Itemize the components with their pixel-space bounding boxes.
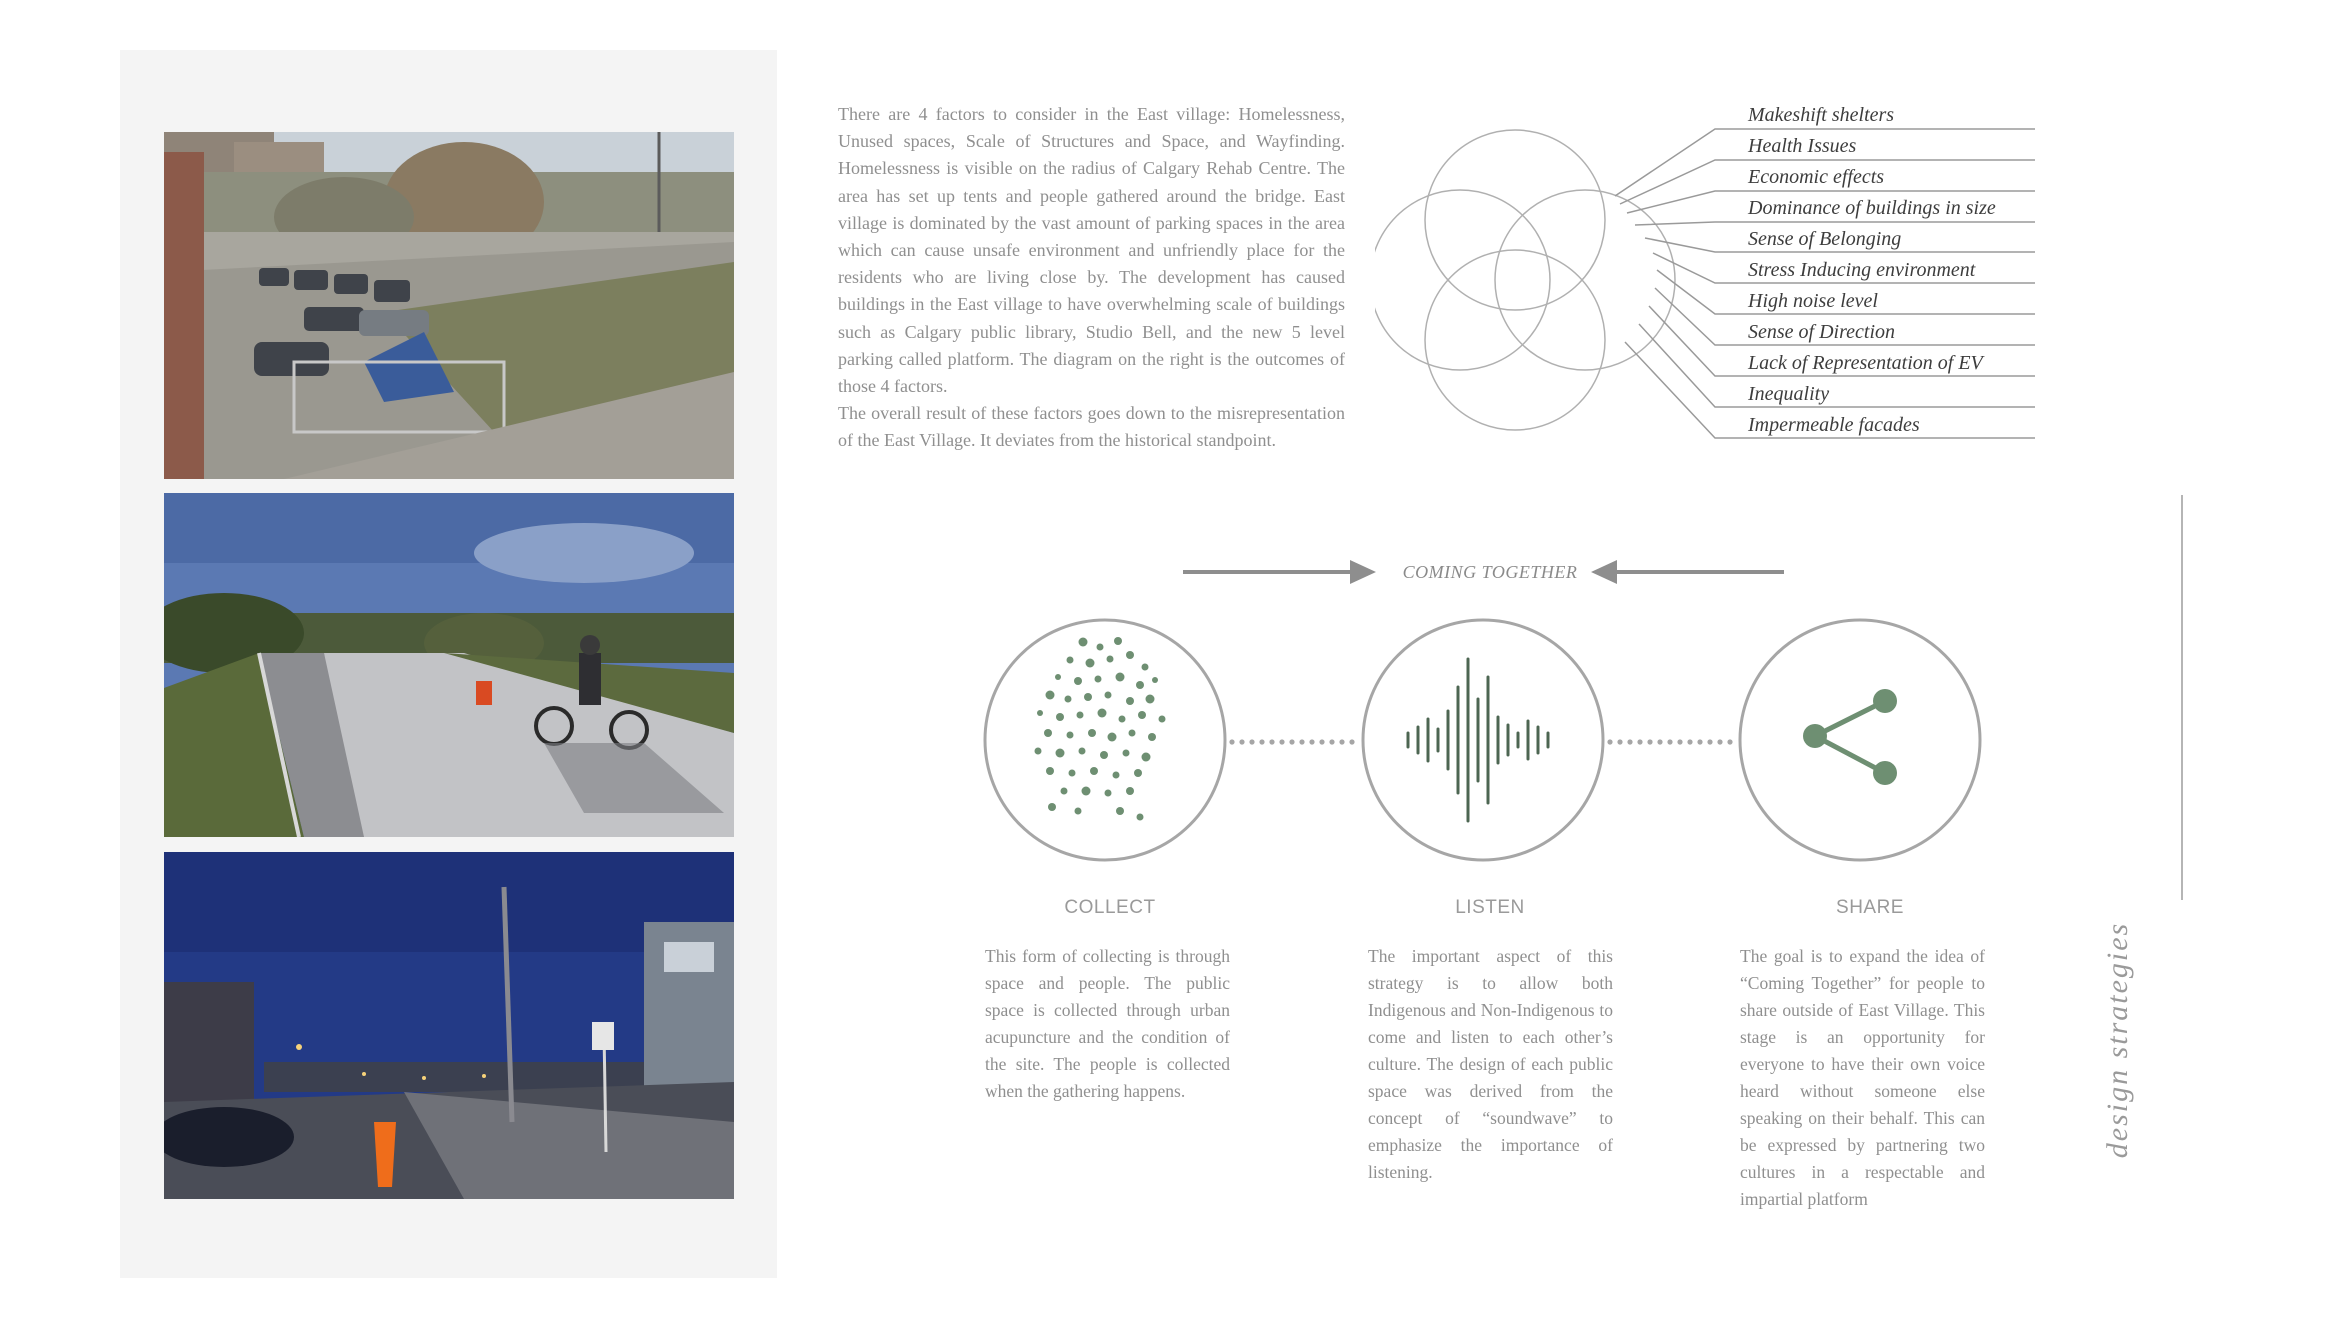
factor-item: Inequality: [1748, 383, 1830, 405]
collect-description: This form of collecting is through space and people. The public space is collected through urban acupuncture and the condition of the site. The people is collected when the gathering happens.: [985, 946, 1230, 1101]
dotted-connectors: [1229, 739, 1732, 744]
intro-paragraph-1: There are 4 factors to consider in the East village: Homelessness, Unused spaces, Scale of Structures and Space, and Wayfinding. Homelessness is visible on the radius of Calgary Rehab Centre. The area has set up tents and people gathered around the bridge. East village is dominated by the vast amount of parking spaces in the area which can cause unsafe environment and unfriendly place for the residents who are living close by. The development has caused buildings in the East village to have overwhelming scale of buildings such as Calgary public library, Studio Bell, and the new 5 level parking called platform. The diagram on the right is the outcomes of those 4 factors.: [838, 104, 1345, 397]
listen-circle: [1363, 620, 1603, 860]
share-circle: [1740, 620, 1980, 860]
side-title: design strategies: [2101, 921, 2134, 1159]
night-street-photo: [164, 852, 734, 1199]
factor-list: [1748, 101, 2048, 442]
factor-item: Stress Inducing environment: [1748, 259, 1976, 281]
dots-icon: [1035, 637, 1166, 821]
factor-item: Impermeable facades: [1748, 414, 1920, 436]
vertical-divider: [2181, 495, 2183, 900]
factor-item: Economic effects: [1748, 166, 1885, 188]
factor-item: Sense of Direction: [1748, 321, 1896, 343]
collect-circle: [985, 620, 1225, 860]
venn-circle-right: [1495, 190, 1675, 370]
strategy-circles: [980, 615, 2000, 875]
soundwave-icon: [1408, 659, 1548, 821]
intro-paragraph-2: The overall result of these factors goes down to the misrepresentation of the East Village. It deviates from the historical standpoint.: [838, 403, 1345, 451]
intro-text: [838, 101, 1345, 455]
listen-label: LISTEN: [1455, 897, 1525, 918]
coming-together-label: COMING TOGETHER: [1402, 562, 1578, 582]
venn-circle-bottom: [1425, 250, 1605, 430]
factor-item: High noise level: [1748, 290, 1878, 312]
bridge-cyclist-photo: [164, 493, 734, 837]
share-label: SHARE: [1836, 897, 1904, 918]
collect-label: COLLECT: [1064, 897, 1156, 918]
encampment-parking-photo: [164, 132, 734, 479]
share-icon: [1803, 689, 1897, 785]
factor-item: Health Issues: [1748, 135, 1857, 157]
factor-item: Dominance of buildings in size: [1748, 197, 1996, 219]
factor-item: Lack of Representation of EV: [1748, 352, 1983, 374]
venn-circle-top: [1425, 130, 1605, 310]
share-description: The goal is to expand the idea of “Coming Together” for people to share outside of East Village. This stage is an opportunity for everyone to have their own voice heard without someone else speaking on their behalf. This can be expressed by partnering two cultures in a respectable and impartial platform: [1740, 946, 1985, 1209]
venn-circle-left: [1375, 190, 1550, 370]
factor-item: Makeshift shelters: [1748, 104, 1895, 126]
factor-item: Sense of Belonging: [1748, 228, 1902, 250]
listen-description: The important aspect of this strategy is to allow both Indigenous and Non-Indigenous to come and listen to each other’s culture. The design of each public space was derived from the concept of “soundwave” to emphasize the importance of listening.: [1368, 946, 1613, 1182]
